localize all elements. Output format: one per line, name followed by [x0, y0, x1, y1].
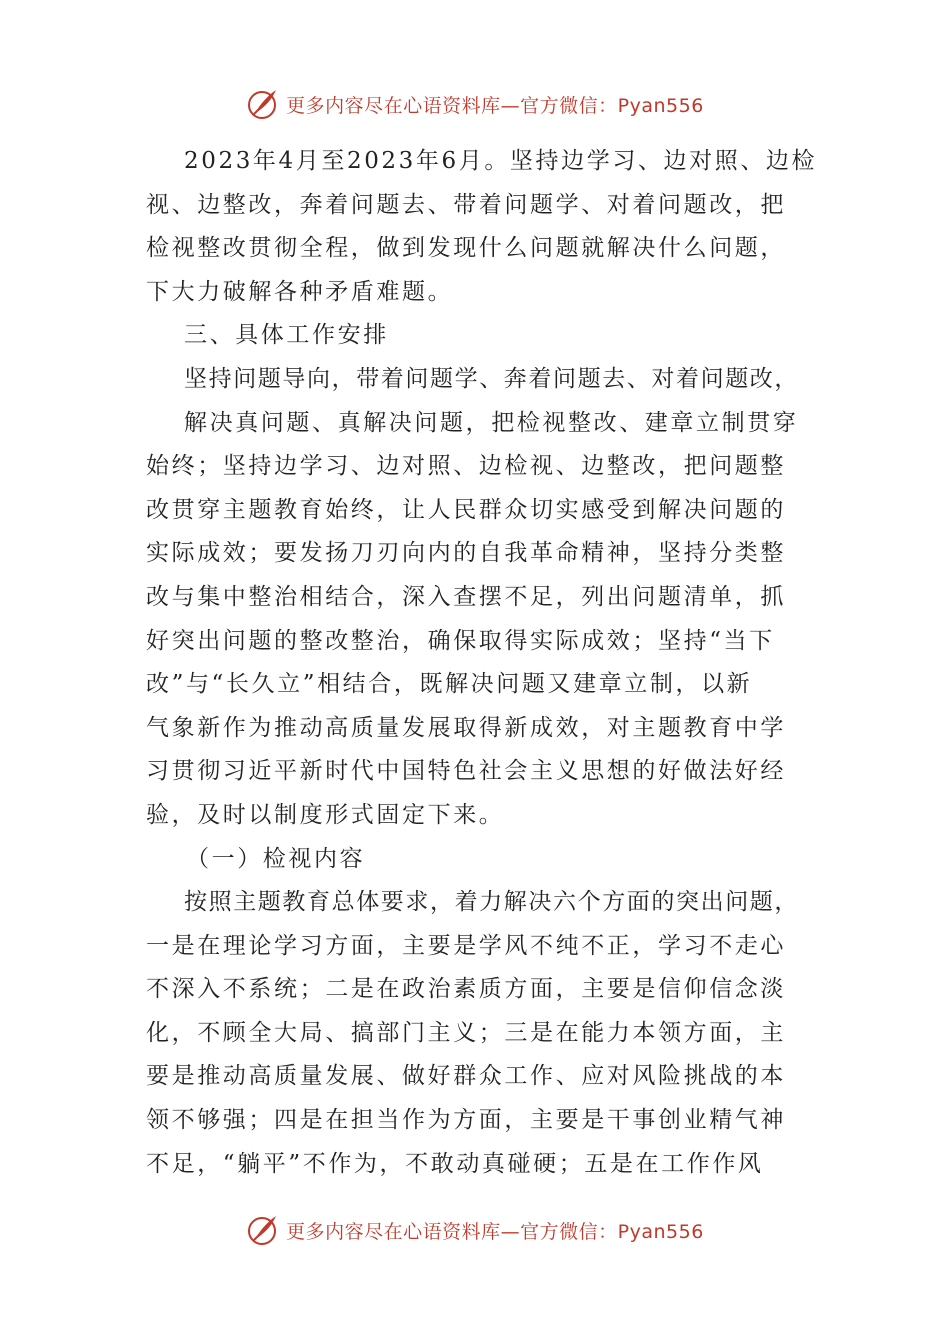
paragraph-line: 解决真问题、真解决问题，把检视整改、建章立制贯穿: [184, 409, 799, 436]
section-heading: 三、具体工作安排: [184, 322, 389, 349]
paragraph-line: 始终；坚持边学习、边对照、边检视、边整改，把问题整: [146, 453, 786, 480]
footer-banner: [0, 1208, 950, 1252]
paragraph-line: 气象新作为推动高质量发展取得新成效，对主题教育中学: [146, 714, 786, 741]
subsection-heading: （一）检视内容: [186, 845, 366, 872]
quill-pen-logo-icon: [246, 87, 280, 121]
paragraph-line: 2023年4月至2023年6月。坚持边学习、边对照、边检: [184, 148, 818, 174]
paragraph-line: 视、边整改，奔着问题去、带着问题学、对着问题改，把: [146, 191, 786, 218]
paragraph-line: 改与集中整治相结合，深入查摆不足，列出问题清单，抓: [146, 583, 786, 610]
paragraph-line: 习贯彻习近平新时代中国特色社会主义思想的好做法好经: [146, 758, 786, 785]
paragraph-line: 下大力破解各种矛盾难题。: [146, 278, 454, 305]
paragraph-line: 要是推动高质量发展、做好群众工作、应对风险挑战的本: [146, 1063, 786, 1090]
paragraph-line: 不足，“躺平”不作为，不敢动真碰硬；五是在工作作风: [146, 1150, 764, 1177]
paragraph-line: 坚持问题导向，带着问题学、奔着问题去、对着问题改，: [184, 365, 799, 392]
paragraph-line: 按照主题教育总体要求，着力解决六个方面的突出问题，: [184, 889, 799, 916]
paragraph-line: 化，不顾全大局、搞部门主义；三是在能力本领方面，主: [146, 1019, 786, 1046]
paragraph-line: 验，及时以制度形式固定下来。: [146, 801, 505, 828]
document-body: [146, 140, 816, 1186]
paragraph-line: 领不够强；四是在担当作为方面，主要是干事创业精气神: [146, 1107, 786, 1134]
paragraph-line: 改贯穿主题教育始终，让人民群众切实感受到解决问题的: [146, 496, 786, 523]
header-banner: [0, 82, 950, 126]
quill-pen-logo-icon: [246, 1213, 280, 1247]
footer-banner-text: 更多内容尽在心语资料库—官方微信：Pyan556: [286, 1220, 704, 1243]
paragraph-line: 改”与“长久立”相结合，既解决问题又建章立制，以新: [146, 671, 753, 698]
paragraph-line: 实际成效；要发扬刀刃向内的自我革命精神，坚持分类整: [146, 540, 786, 567]
paragraph-line: 检视整改贯彻全程，做到发现什么问题就解决什么问题，: [146, 235, 786, 262]
paragraph-line: 不深入不系统；二是在政治素质方面，主要是信仰信念淡: [146, 976, 786, 1003]
paragraph-line: 一是在理论学习方面，主要是学风不纯不正，学习不走心: [146, 932, 786, 959]
header-banner-text: 更多内容尽在心语资料库—官方微信：Pyan556: [286, 94, 704, 117]
paragraph-line: 好突出问题的整改整治，确保取得实际成效；坚持“当下: [146, 627, 775, 654]
